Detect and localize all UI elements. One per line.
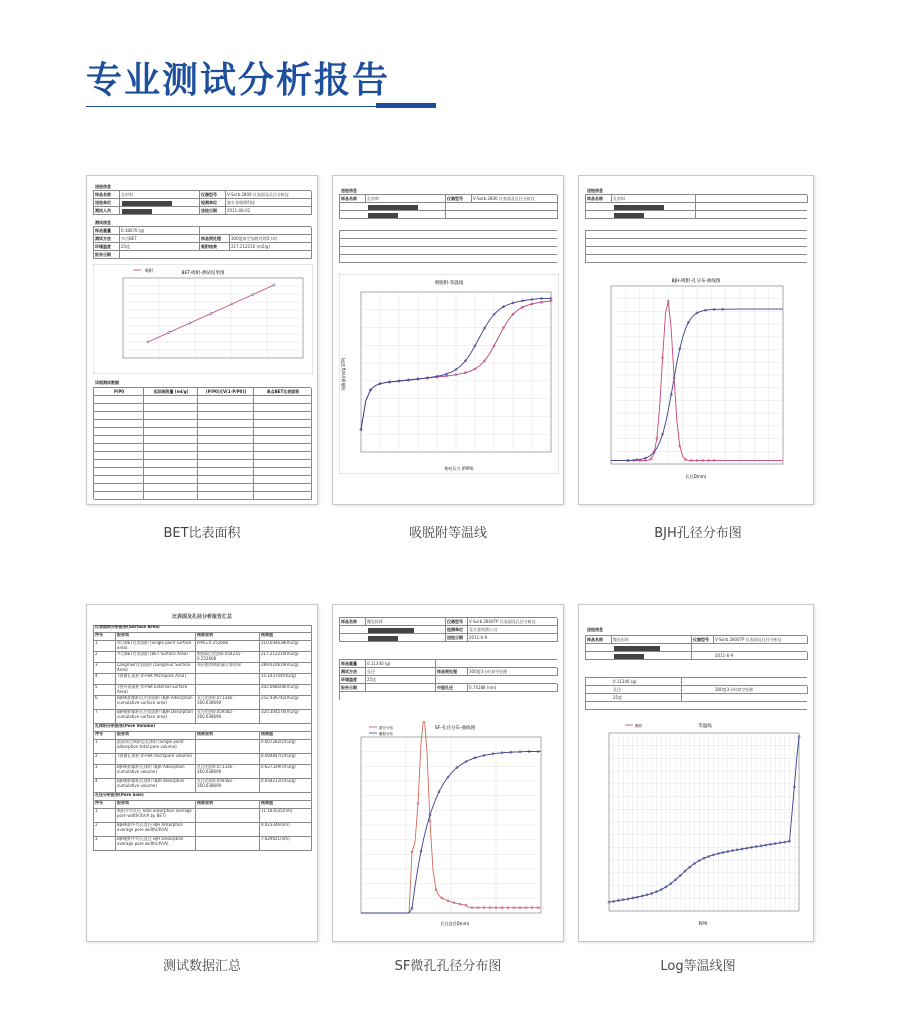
blank-cell [446, 211, 558, 219]
table-cell [198, 484, 254, 492]
table-cell [94, 428, 144, 436]
table-cell: 320.304576(m2/g) [260, 710, 312, 724]
table-cell: BJH脱附累积孔体积 (BJH desorption cumulative volume) [116, 779, 196, 793]
table-cell [144, 468, 198, 476]
page-title: 专业测试分析报告 [86, 60, 391, 101]
chart-title: 吸脱附-等温线 [434, 281, 464, 286]
card-caption: Log等温线图 [660, 959, 736, 974]
table-row [93, 779, 311, 793]
report-card-bet[interactable] [86, 175, 318, 505]
chart-grid [608, 733, 800, 911]
table-cell [94, 484, 144, 492]
table-cell [254, 476, 312, 484]
redacted-cell [340, 626, 446, 634]
table-header-row [93, 633, 311, 641]
table-cell [94, 468, 144, 476]
table-cell: BJH脱附累积孔内表面积 (BJH Desorption cumulative surface area) [116, 710, 196, 724]
table-cell: 0.627329(cm3/g) [260, 765, 312, 779]
section-header [93, 625, 311, 633]
table-cell [94, 396, 144, 404]
table-cell: 210.644638(m2/g) [260, 641, 312, 652]
label: 样品名称 [586, 195, 612, 203]
label: 仪器型号 [446, 195, 472, 203]
label: 检测单位 [446, 626, 468, 634]
table-cell [198, 420, 254, 428]
table-cell: T图微孔面积 (t-Plot Micropore Area) [116, 674, 196, 685]
label: 中值孔径 [436, 684, 468, 692]
value: V-Sorb 2800TP 比表面及孔径分析仪 [468, 618, 558, 626]
table-cell [144, 436, 198, 444]
table-cell [196, 754, 260, 765]
col-header: 实际吸附量 (ml/g) [144, 388, 198, 396]
table-header-cell: 结果值 [260, 732, 312, 740]
table-header-cell: 结果值 [260, 633, 312, 641]
label: 仪器型号 [200, 191, 226, 199]
table-header-cell: 结果说明 [196, 801, 260, 809]
table-cell: 0.607282(cm3/g) [260, 740, 312, 754]
table-cell: 5 [94, 685, 116, 696]
table-cell [144, 492, 198, 500]
x-axis-label: P/P0 [698, 921, 708, 926]
title-underline-accent [376, 103, 436, 108]
table-cell [196, 837, 260, 851]
table-cell [94, 476, 144, 484]
table-cell [94, 460, 144, 468]
value: 孔材料 [612, 195, 696, 203]
data-point [231, 303, 233, 305]
report-card-log-isotherm[interactable] [578, 604, 814, 942]
table-cell [254, 492, 312, 500]
table-cell: 最高单点吸附总孔体积 (Single point adsorption total pore volume) [116, 740, 196, 754]
table-cell: Langmuir比表面积 (Langmuir Surface Area) [116, 663, 196, 674]
sf-chart [339, 721, 559, 931]
redaction-bar [368, 636, 398, 641]
table-row [94, 468, 311, 476]
table-cell: BJH吸附累积孔内表面积 (BJH Adsorption cumulative surface area) [116, 696, 196, 710]
table-row [93, 754, 311, 765]
table-row [94, 428, 311, 436]
label: 样品预处理 [436, 668, 468, 676]
table-cell [254, 404, 312, 412]
data-point [252, 293, 254, 295]
redacted-cell [586, 211, 696, 219]
value: 微孔标样 [366, 618, 446, 626]
table-cell [198, 444, 254, 452]
table-cell [254, 436, 312, 444]
value: V-Sorb 2800TP 比表面及孔径分析仪 [714, 636, 808, 644]
table-row [94, 452, 311, 460]
table-header-cell: 序号 [94, 633, 116, 641]
label: 测试人员 [94, 207, 120, 215]
value: V-Sorb 2800 比表面及孔径分析仪 [472, 195, 558, 203]
table-cell: 15.143704(m2/g) [260, 674, 312, 685]
data-point [147, 341, 149, 343]
table-header-cell: 孔径分析报告(Pore Size) [94, 793, 312, 801]
value: 0.11340 (g) [366, 660, 436, 668]
table-cell [254, 444, 312, 452]
section-label: 测试信息 [95, 220, 111, 225]
table-row [94, 492, 311, 500]
chart-title: BJH-吸附-孔分布-曲线图 [671, 279, 721, 284]
label: 报告日期 [94, 251, 120, 259]
log-isotherm-chart [585, 719, 807, 931]
value: 北京金埃谱公司 [468, 626, 558, 634]
table-cell: 252.936742(m2/g) [260, 696, 312, 710]
label: 测试方法 [340, 668, 366, 676]
bjh-chart [585, 274, 807, 484]
card-caption: BET比表面积 [163, 526, 241, 541]
x-axis-label: 孔径D(nm) [685, 474, 707, 479]
redacted-cell [340, 203, 446, 211]
chart-frame [93, 264, 313, 374]
table-row [94, 460, 311, 468]
table-row [93, 663, 311, 674]
report-card-summary[interactable] [86, 604, 318, 942]
value: 300度3小时真空处理 [714, 686, 808, 694]
table-cell [254, 452, 312, 460]
legend-label: 累积分布 [379, 732, 393, 736]
value: 東方金瑞谱科技 [226, 199, 312, 207]
table-cell [144, 412, 198, 420]
table-cell: T图外表面积 (t-Plot External Surface Area) [116, 685, 196, 696]
table-header-cell: 比表面积分析报告(Surface Area) [94, 625, 312, 633]
report-card-isotherm[interactable] [332, 175, 564, 505]
blank-cell [200, 227, 312, 235]
table-row [93, 765, 311, 779]
table-row [93, 674, 311, 685]
table-cell [94, 492, 144, 500]
table-cell [94, 420, 144, 428]
table-cell [198, 452, 254, 460]
legend-label: 吸附 [635, 724, 642, 728]
redaction-bar [614, 654, 644, 659]
label: 样品重量 [94, 227, 120, 235]
table-cell [254, 420, 312, 428]
table-cell [94, 444, 144, 452]
table-cell [144, 476, 198, 484]
blank-cell [120, 251, 312, 259]
table-cell [254, 484, 312, 492]
table-cell [196, 685, 260, 696]
table-cell [198, 412, 254, 420]
value: 微孔标样 [612, 636, 692, 644]
table-row [93, 652, 311, 663]
chart-grid [361, 721, 541, 913]
value: 0.74188 (nm) [468, 684, 558, 692]
table-header-cell: 序号 [94, 801, 116, 809]
label: 仪器型号 [692, 636, 714, 644]
table-cell: 4 [94, 779, 116, 793]
table-cell [254, 428, 312, 436]
table-cell [198, 428, 254, 436]
section-label: 送检信息 [587, 188, 603, 193]
table-cell: 孔径范围0.071336 - 160.638690 [196, 696, 260, 710]
table-cell [196, 823, 260, 837]
table-cell: 数据取点范围0.054235 - 0.252608 [196, 652, 260, 663]
redacted-cell [340, 634, 446, 642]
redaction-bar [368, 213, 398, 218]
value: V-Sorb 2800 比表面及孔径分析仪 [226, 191, 312, 199]
value: 25度 [612, 694, 682, 702]
y-axis-label: 吸附量(ml/g STP) [341, 357, 346, 391]
table-cell: 2 [94, 823, 116, 837]
table-cell: 1 [94, 641, 116, 652]
table-header-cell: 序号 [94, 732, 116, 740]
table-cell [198, 436, 254, 444]
table-cell [254, 412, 312, 420]
label: 环境温度 [340, 676, 366, 684]
table-header-cell: 报告项 [116, 801, 196, 809]
chart-frame [339, 274, 559, 474]
report-card-bjh[interactable] [578, 175, 814, 505]
table-row [94, 420, 311, 428]
table-header-cell: 报告项 [116, 633, 196, 641]
table-title: 详细测试数据 [95, 380, 119, 385]
table-cell: 多点BET比表面积 (BET Surface Area) [116, 652, 196, 663]
table-cell [196, 674, 260, 685]
chart-title: 等温线 [698, 724, 712, 729]
table-row [93, 740, 311, 754]
table-row [93, 837, 311, 851]
table-cell [198, 396, 254, 404]
card-caption: 测试数据汇总 [162, 959, 241, 974]
chart-title: BET-吸附-测试结果图 [181, 271, 225, 276]
table-cell: 7 [94, 710, 116, 724]
table-row [94, 484, 311, 492]
table-cell [198, 476, 254, 484]
table-cell: 6 [94, 696, 116, 710]
col-header: P/P0 [94, 388, 144, 396]
report-card-sf[interactable] [332, 604, 564, 942]
label: 样品重量 [340, 660, 366, 668]
label: 吸附结果 [200, 243, 230, 251]
table-cell [94, 412, 144, 420]
col-header: 单点BET比表面积 [254, 388, 312, 396]
redaction-bar [122, 209, 152, 214]
table-cell: 0.658212(cm3/g) [260, 779, 312, 793]
table-cell: 1 [94, 740, 116, 754]
table-cell [144, 452, 198, 460]
blank-cell [696, 195, 808, 203]
table-header-cell: 孔体积分析报告(Pore Volume) [94, 724, 312, 732]
table-row [94, 444, 311, 452]
table-cell: 1 [94, 809, 116, 823]
value: 孔径 [366, 668, 436, 676]
value: 25度 [366, 676, 436, 684]
table-cell [198, 492, 254, 500]
section-label: 送检信息 [587, 627, 603, 632]
table-cell: 孔径范围0.059582 - 160.638690 [196, 710, 260, 724]
table-cell [198, 460, 254, 468]
value: 孔材料 [366, 195, 446, 203]
value: 217.212210 (m2/g) [230, 243, 312, 251]
table-cell [254, 468, 312, 476]
data-point [273, 284, 275, 286]
table-header-cell: 结果说明 [196, 732, 260, 740]
redacted-cell [120, 199, 200, 207]
label: 环境温度 [94, 243, 120, 251]
table-row [94, 476, 311, 484]
table-cell: 孔径范围0.059582 - 160.638690 [196, 779, 260, 793]
label: 送检日期 [446, 634, 468, 642]
table-cell [94, 404, 144, 412]
table-header-cell: 报告项 [116, 732, 196, 740]
card-caption: SF微孔孔径分布图 [394, 959, 502, 974]
table-cell [254, 396, 312, 404]
label: 样品预处理 [200, 235, 230, 243]
legend-label: 吸附 [145, 268, 153, 273]
label: 样品名称 [586, 636, 612, 644]
table-cell [144, 484, 198, 492]
isotherm-chart [339, 274, 559, 474]
table-cell [144, 428, 198, 436]
table-cell: P/Po=0.252608 [196, 641, 260, 652]
table-cell: 3 [94, 765, 116, 779]
table-header-cell: 结果值 [260, 801, 312, 809]
redacted-cell [120, 207, 200, 215]
label: 样品名称 [340, 618, 366, 626]
redaction-bar [368, 628, 414, 633]
table-cell: 2 [94, 754, 116, 765]
redacted-cell [586, 644, 692, 652]
table-row [93, 696, 311, 710]
label: 测试方法 [94, 235, 120, 243]
redacted-cell [586, 203, 696, 211]
table-cell: 4 [94, 674, 116, 685]
table-cell: BJH脱附平均孔直径 BJH Desorption average pore width(4V/A) [116, 837, 196, 851]
data-point [189, 322, 191, 324]
value: 2011-08-02 [226, 207, 312, 215]
table-cell: 202.068506(m2/g) [260, 685, 312, 696]
label: 报告日期 [340, 684, 366, 692]
table-cell [196, 809, 260, 823]
table-cell [144, 396, 198, 404]
table-cell [198, 404, 254, 412]
redacted-cell [586, 652, 692, 660]
table-cell [144, 444, 198, 452]
table-cell: 2 [94, 652, 116, 663]
redaction-bar [614, 205, 664, 210]
table-cell: 单层饱和吸附量计算结果 [196, 663, 260, 674]
table-cell: 3 [94, 663, 116, 674]
table-header-row [93, 732, 311, 740]
section-label: 送检信息 [95, 184, 111, 189]
card-caption: 吸脱附等温线 [408, 526, 487, 541]
table-cell: 单点BET比表面积 (Single point surface area) [116, 641, 196, 652]
value: 300度真空加热处理5小时 [230, 235, 312, 243]
table-row [94, 404, 311, 412]
table-row [94, 436, 311, 444]
redaction-bar [122, 201, 172, 206]
table-cell [196, 740, 260, 754]
table-cell: 孔径范围0.071336 - 160.638690 [196, 765, 260, 779]
table-cell [144, 420, 198, 428]
value: 孔材料 [120, 191, 200, 199]
table-row [93, 641, 311, 652]
table-cell: 217.212210(m2/g) [260, 652, 312, 663]
label: 送检日期 [200, 207, 226, 215]
summary-title: 比表面及孔径分析报告汇总 [171, 614, 232, 620]
table-cell [144, 460, 198, 468]
redacted-cell [340, 211, 446, 219]
value: 0.18070 (g) [120, 227, 200, 235]
table-row [93, 809, 311, 823]
label: 样品名称 [340, 195, 366, 203]
table-cell: T图微孔体积 (t-Plot micropore volume) [116, 754, 196, 765]
table-header-row [93, 801, 311, 809]
table-cell: 0.004847(cm3/g) [260, 754, 312, 765]
table-cell [94, 436, 144, 444]
table-row [93, 710, 311, 724]
table-cell: 7.829021(nm) [260, 837, 312, 851]
table-row [93, 823, 311, 837]
label: 仪器型号 [446, 618, 468, 626]
table-cell [144, 404, 198, 412]
table-cell: BJH吸附累积孔体积 (BJH Adsorption cumulative volume) [116, 765, 196, 779]
value: 0.11340 (g) [612, 678, 682, 686]
label: 样品名称 [94, 191, 120, 199]
table-cell [198, 468, 254, 476]
bet-chart [93, 264, 313, 374]
table-cell: 吸附平均孔径 Total adsorption average pore width(4V/A by BET) [116, 809, 196, 823]
chart-title: SF-孔径分布-曲线图 [434, 726, 476, 731]
redaction-bar [368, 205, 418, 210]
value: 2011-6-9 [714, 652, 808, 660]
label: 送检单位 [94, 199, 120, 207]
value: 25度 [120, 243, 200, 251]
table-cell: 9.923346(nm) [260, 823, 312, 837]
table-cell: 11.183535(nm) [260, 809, 312, 823]
table-cell [254, 460, 312, 468]
table-row [93, 685, 311, 696]
x-axis-label: 孔径直径D(nm) [440, 921, 470, 926]
redaction-bar [614, 646, 660, 651]
value: 多点BET [120, 235, 200, 243]
legend-label: 微分分布 [379, 726, 393, 730]
table-row [94, 412, 311, 420]
table-row [94, 396, 311, 404]
value: 孔径 [612, 686, 682, 694]
value: 300度3小时真空处理 [468, 668, 558, 676]
blank-cell [366, 684, 436, 692]
table-cell [94, 452, 144, 460]
redaction-bar [614, 213, 644, 218]
value: 2011-6-9 [468, 634, 558, 642]
section-header [93, 724, 311, 732]
section-header [93, 793, 311, 801]
table-cell: 289.610619(m2/g) [260, 663, 312, 674]
label: 检测单位 [200, 199, 226, 207]
data-point [210, 312, 212, 314]
table-cell: BJH吸附平均孔直径 BJH Adsorption average pore width(4V/A) [116, 823, 196, 837]
x-axis-label: 相对压力 (P/P0) [444, 466, 474, 471]
data-point [168, 331, 170, 333]
table-cell: 3 [94, 837, 116, 851]
card-caption: BJH孔径分布图 [654, 526, 742, 541]
table-header-cell: 结果说明 [196, 633, 260, 641]
blank-cell [446, 203, 558, 211]
col-header: (P/P0)/[V(1-P/P0)] [198, 388, 254, 396]
section-label: 送检信息 [341, 188, 357, 193]
